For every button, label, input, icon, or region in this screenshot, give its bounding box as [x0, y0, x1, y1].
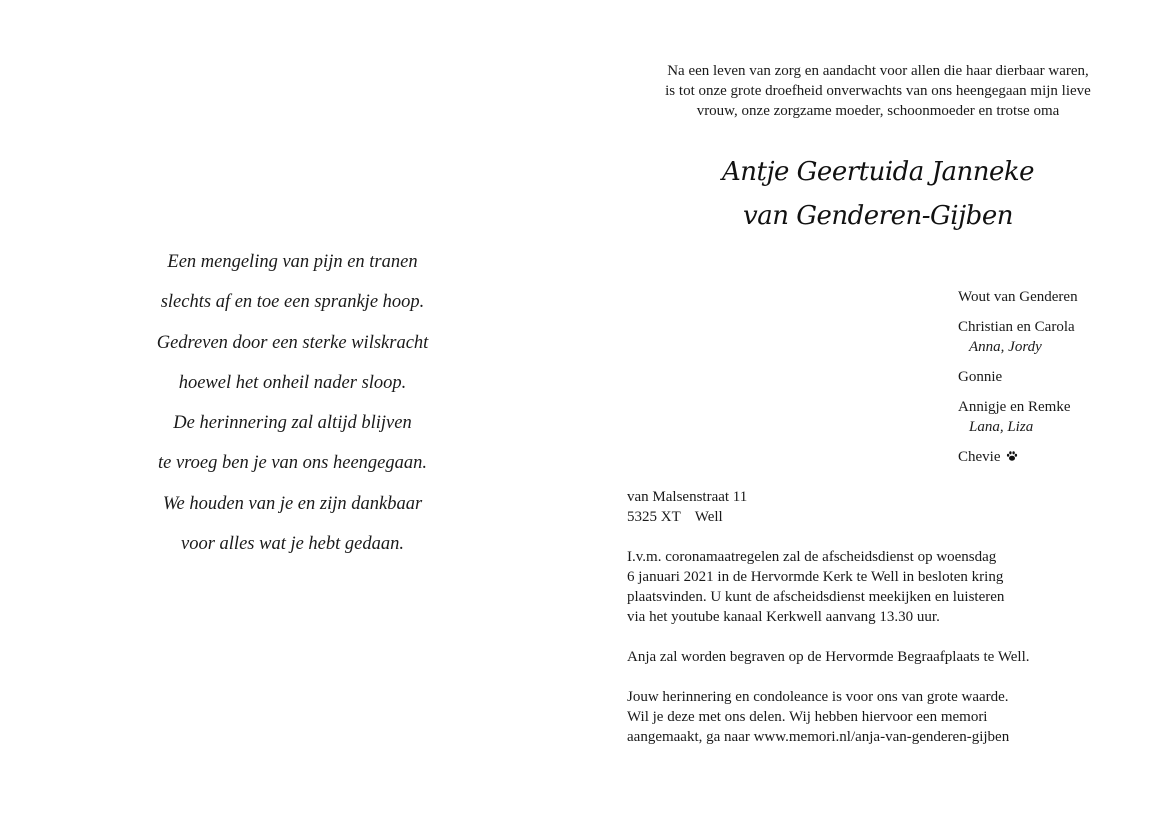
- family-list: [958, 287, 1158, 477]
- address-street: van Malsenstraat 11: [627, 489, 748, 505]
- family-member: [958, 447, 1158, 467]
- poem: [100, 248, 485, 570]
- paw-icon: [1006, 450, 1018, 462]
- service-line: via het youtube kanaal Kerkwell aanvang 13.30 uur.: [627, 609, 940, 625]
- details: [627, 487, 1147, 747]
- family-member-name: Christian en Carola: [958, 319, 1075, 335]
- family-member-name: Annigje en Remke: [958, 399, 1071, 415]
- family-member: [958, 367, 1158, 387]
- right-page: [584, 0, 1169, 827]
- intro-line: Na een leven van zorg en aandacht voor allen die haar dierbaar waren,: [667, 63, 1089, 79]
- left-page: [0, 0, 584, 827]
- poem-line: te vroeg ben je van ons heengegaan.: [157, 453, 428, 474]
- memori-line: Jouw herinnering en condoleance is voor ons van grote waarde.: [627, 689, 1009, 705]
- poem-line: We houden van je en zijn dankbaar: [162, 493, 423, 514]
- deceased-name: [718, 150, 1038, 238]
- address-city-line: [627, 507, 1147, 527]
- poem-line: slechts af en toe een sprankje hoop.: [160, 292, 425, 313]
- poem-line: Gedreven door een sterke wilskracht: [156, 332, 429, 353]
- service-line: I.v.m. coronamaatregelen zal de afscheidsdienst op woensdag: [627, 549, 997, 565]
- family-member-children: Lana, Liza: [969, 419, 1034, 435]
- deceased-name-line2: van Genderen-Gijben: [743, 201, 1013, 231]
- family-member-children: Anna, Jordy: [969, 339, 1042, 355]
- poem-line: Een mengeling van pijn en tranen: [167, 252, 418, 272]
- address-city: Well: [694, 509, 723, 525]
- service-line: 6 januari 2021 in de Hervormde Kerk te Well in besloten kring: [627, 569, 1004, 585]
- poem-line: De herinnering zal altijd blijven: [173, 413, 412, 434]
- family-member-name: Gonnie: [958, 369, 1003, 385]
- memori-line: Wil je deze met ons delen. Wij hebben hiervoor een memori: [627, 709, 988, 725]
- poem-line: voor alles wat je hebt gedaan.: [181, 534, 404, 555]
- family-member-name: Chevie: [958, 449, 1001, 465]
- intro-line: vrouw, onze zorgzame moeder, schoonmoeder en trotse oma: [696, 103, 1060, 119]
- deceased-name-line1: Antje Geertuida Janneke: [721, 157, 1034, 187]
- family-member-name: Wout van Genderen: [958, 289, 1078, 305]
- family-member: [958, 317, 1158, 357]
- burial-text: Anja zal worden begraven op de Hervormde Begraafplaats te Well.: [627, 649, 1030, 665]
- intro-line: is tot onze grote droefheid onverwachts van ons heengegaan mijn lieve: [665, 83, 1091, 99]
- poem-line: hoewel het onheil nader sloop.: [178, 372, 407, 393]
- family-member: [958, 397, 1158, 437]
- family-member: [958, 287, 1158, 307]
- service-line: plaatsvinden. U kunt de afscheidsdienst meekijken en luisteren: [627, 589, 1005, 605]
- address-postcode: 5325 XT: [627, 509, 681, 525]
- intro-text: [628, 61, 1128, 121]
- memori-line: aangemaakt, ga naar www.memori.nl/anja-van-genderen-gijben: [627, 729, 1010, 745]
